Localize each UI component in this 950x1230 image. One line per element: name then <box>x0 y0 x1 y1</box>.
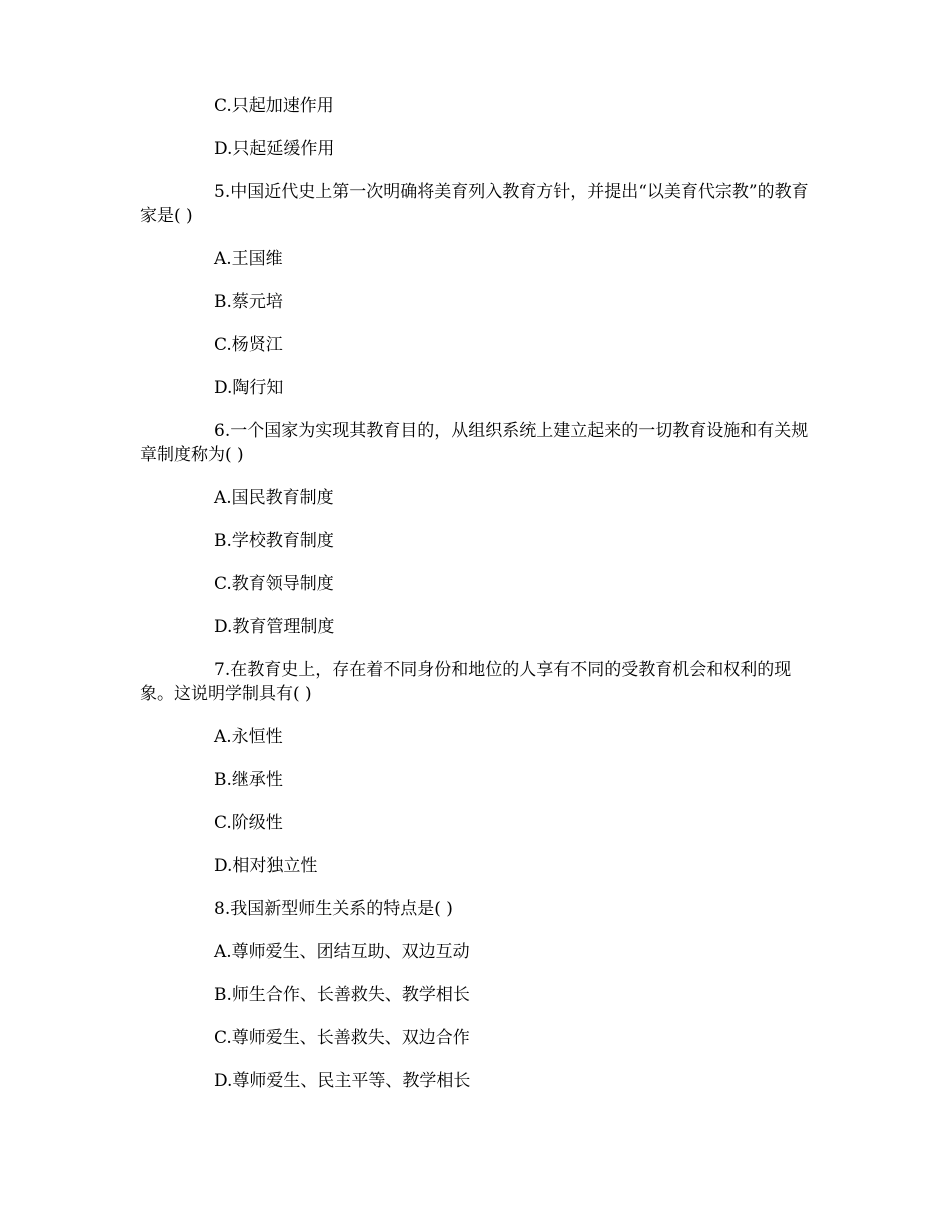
answer-option-b: B.师生合作、长善救失、教学相长 <box>214 985 470 1005</box>
question-8: 8.我国新型师生关系的特点是( ) <box>214 899 453 919</box>
answer-option-c: C.杨贤江 <box>214 335 283 355</box>
answer-option-b: B.继承性 <box>214 770 283 790</box>
answer-option-b: B.学校教育制度 <box>214 531 334 551</box>
answer-option-a: A.尊师爱生、团结互助、双边互动 <box>214 942 470 962</box>
answer-option-d: D.尊师爱生、民主平等、教学相长 <box>214 1071 471 1091</box>
question-6: 6.一个国家为实现其教育目的，从组织系统上建立起来的一切教育设施和有关规章制度称为( ) <box>140 421 809 465</box>
answer-option-c: C.阶级性 <box>214 813 283 833</box>
answer-option-d: D.教育管理制度 <box>214 617 335 637</box>
answer-option-d: D.只起延缓作用 <box>214 139 335 159</box>
answer-option-c: C.教育领导制度 <box>214 574 334 594</box>
document-body <box>140 94 820 1112</box>
answer-option-a: A.王国维 <box>214 249 283 269</box>
answer-option-a: A.永恒性 <box>214 727 283 747</box>
question-7: 7.在教育史上，存在着不同身份和地位的人享有不同的受教育机会和权利的现象。这说明学制具有( ) <box>140 660 792 704</box>
answer-option-a: A.国民教育制度 <box>214 488 334 508</box>
answer-option-d: D.相对独立性 <box>214 856 318 876</box>
answer-option-c: C.只起加速作用 <box>214 96 334 116</box>
answer-option-d: D.陶行知 <box>214 378 284 398</box>
question-5: 5.中国近代史上第一次明确将美育列入教育方针，并提出“以美育代宗教”的教育家是( ) <box>140 182 809 226</box>
answer-option-b: B.蔡元培 <box>214 292 283 312</box>
answer-option-c: C.尊师爱生、长善救失、双边合作 <box>214 1028 470 1048</box>
